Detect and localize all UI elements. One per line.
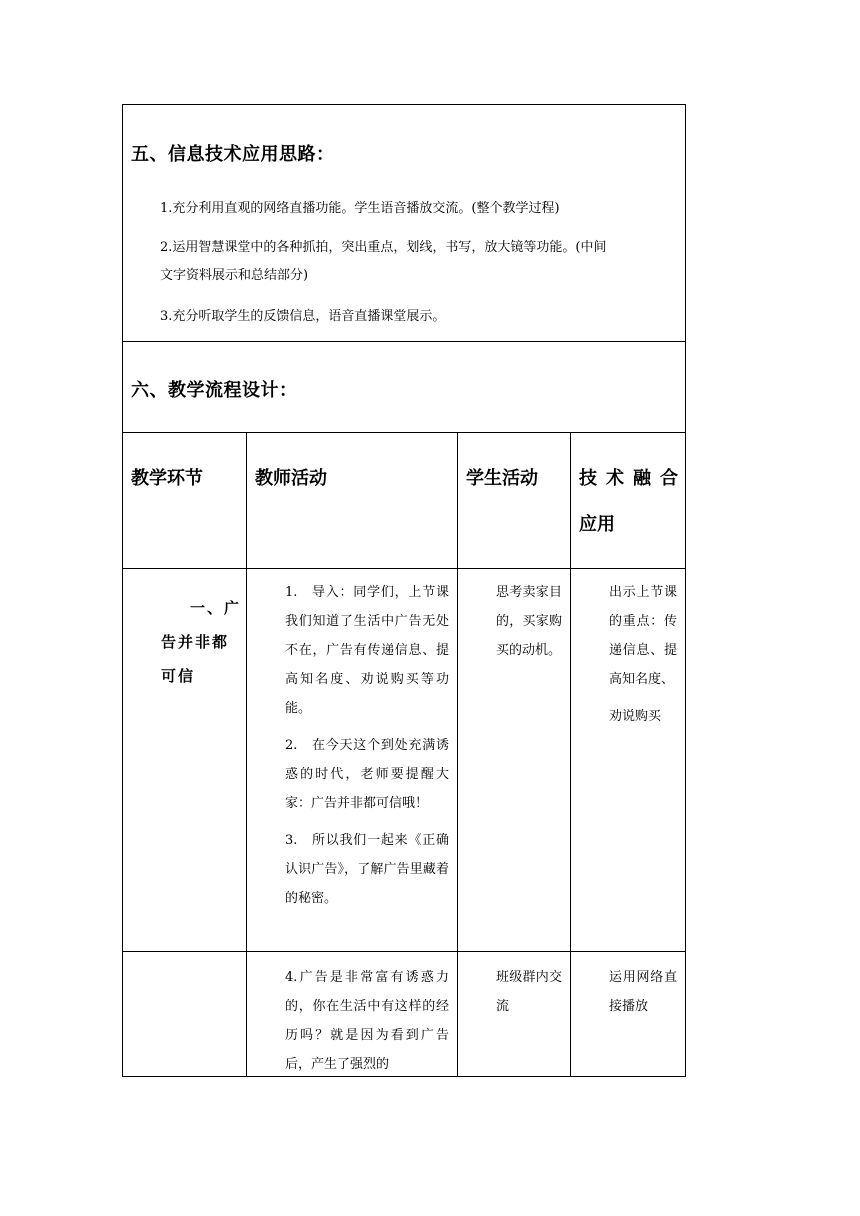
header-student-activity: 学生活动 (466, 468, 538, 489)
divider-line (122, 341, 686, 342)
teacher-activity-paragraph: 2. 在今天这个到处充满诱惑的时代，老师要提醒大家：广告并非都可信哦！ (285, 738, 449, 811)
section5-title: 五、信息技术应用思路： (131, 144, 335, 165)
tech-application-cell-row1 (609, 578, 677, 739)
stage-line-3: 可信 (161, 667, 196, 685)
section5-item-3: 3.充分听取学生的反馈信息，语音直播课堂展示。 (160, 309, 446, 324)
student-activity-cell-row1: 思考卖家目的，买家购买的动机。 (496, 585, 562, 658)
teacher-activity-paragraph: 3. 所以我们一起来《正确认识广告》，了解广告里藏着的秘密。 (285, 833, 449, 906)
teacher-activity-cell-row1 (285, 578, 449, 921)
teacher-activity-cell-row2: 4.广告是非常富有诱惑力的，你在生活中有这样的经历吗？就是因为看到广告后，产生了强烈的 (285, 970, 449, 1072)
tech-application-cell-row2: 运用网络直接播放 (609, 970, 677, 1014)
column-line (246, 432, 247, 1077)
student-activity-cell-row2: 班级群内交流 (496, 970, 562, 1014)
tech-application-paragraph: 劝说购买 (609, 709, 662, 724)
section5-item-2: 2.运用智慧课堂中的各种抓拍，突出重点，划线，书写，放大镜等功能。(中间 (160, 240, 607, 255)
header-tech-line2: 应用 (579, 514, 615, 535)
divider-line (122, 432, 686, 433)
stage-line-2: 告并非都 (161, 633, 230, 651)
header-tech-line1: 技术融合 (579, 468, 687, 489)
section6-title: 六、教学流程设计： (131, 380, 298, 401)
section5-item-2-cont: 文字资料展示和总结部分) (160, 268, 309, 283)
teacher-activity-paragraph: 1. 导入：同学们，上节课我们知道了生活中广告无处不在，广告有传递信息、提高知名度、劝说购买等功能。 (285, 585, 449, 716)
section5-item-1: 1.充分利用直观的网络直播功能。学生语音播放交流。(整个教学过程) (160, 201, 560, 216)
column-line (457, 432, 458, 1077)
header-teacher-activity: 教师活动 (255, 468, 327, 489)
tech-application-paragraph: 出示上节课的重点：传递信息、提高知名度、 (609, 585, 677, 687)
divider-line (122, 568, 686, 569)
header-stage: 教学环节 (131, 468, 203, 489)
stage-line-1: 一、广 (190, 599, 242, 617)
divider-line (122, 951, 686, 952)
column-line (570, 432, 571, 1077)
